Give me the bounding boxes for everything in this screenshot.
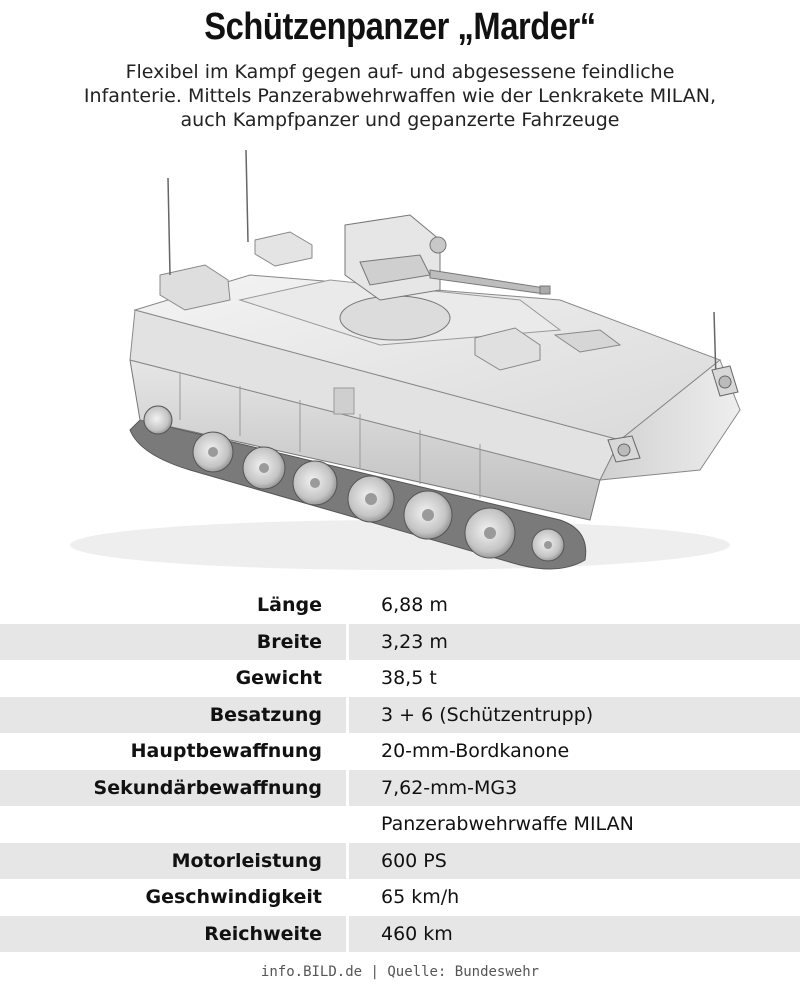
- spec-row: [0, 806, 800, 843]
- spec-label: Sekundärbewaffnung: [93, 776, 322, 799]
- subtitle-line: auch Kampfpanzer und gepanzerte Fahrzeuge: [180, 109, 620, 131]
- spec-value: 20-mm-Bordkanone: [381, 740, 570, 763]
- spec-row: [0, 770, 800, 807]
- spec-row: [0, 587, 800, 624]
- subtitle-line: Flexibel im Kampf gegen auf- und abgesessene feindliche: [125, 61, 675, 83]
- spec-label: Reichweite: [204, 922, 322, 945]
- spec-value: 3,23 m: [381, 630, 448, 653]
- spec-row: [0, 843, 800, 880]
- spec-value: 6,88 m: [381, 594, 448, 617]
- spec-value: Panzerabwehrwaffe MILAN: [381, 813, 634, 836]
- spec-label: Breite: [256, 630, 322, 653]
- spec-label: Länge: [257, 594, 322, 617]
- spec-label: Geschwindigkeit: [145, 886, 322, 909]
- spec-row: [0, 624, 800, 661]
- page-title: Schützenpanzer „Marder“: [204, 6, 596, 48]
- spec-label: Besatzung: [209, 703, 322, 726]
- subtitle-line: Infanterie. Mittels Panzerabwehrwaffen wie der Lenkrakete MILAN,: [83, 85, 717, 107]
- spec-row: [0, 660, 800, 697]
- spec-value: 460 km: [381, 922, 453, 945]
- spec-row: [0, 697, 800, 734]
- subtitle: [40, 60, 760, 132]
- spec-table: [0, 587, 800, 952]
- spec-row: [0, 879, 800, 916]
- spec-label: Motorleistung: [171, 849, 322, 872]
- spec-value: 3 + 6 (Schützentrupp): [381, 703, 594, 726]
- spec-value: 38,5 t: [381, 667, 437, 690]
- tank-illustration: [0, 140, 800, 580]
- spec-label: Gewicht: [235, 667, 322, 690]
- source-credit: info.BILD.de | Quelle: Bundeswehr: [260, 964, 540, 980]
- spec-label: Hauptbewaffnung: [130, 740, 322, 763]
- spec-row: [0, 916, 800, 953]
- spec-row: [0, 733, 800, 770]
- spec-value: 7,62-mm-MG3: [381, 776, 518, 799]
- spec-value: 600 PS: [381, 849, 447, 872]
- spec-value: 65 km/h: [381, 886, 460, 909]
